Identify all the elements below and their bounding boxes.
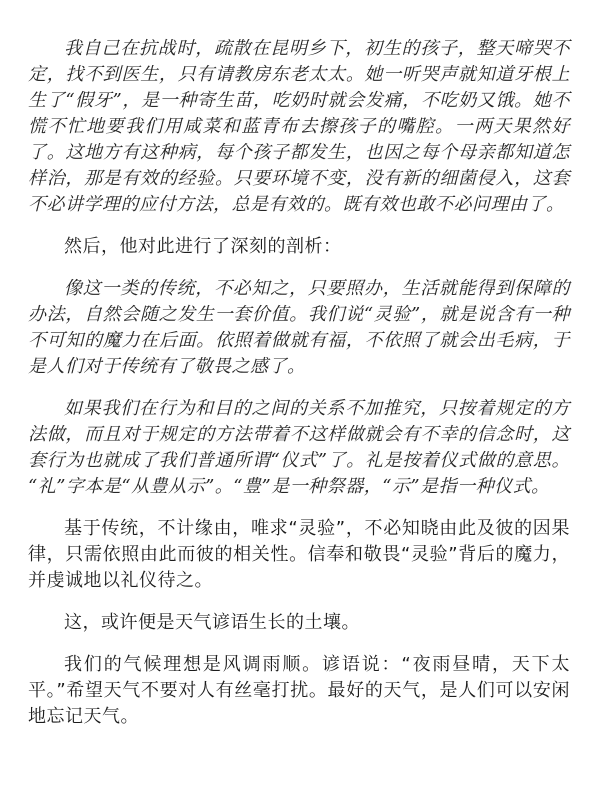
paragraph-quote-ritual-li: 如果我们在行为和目的之间的关系不加推究，只按着规定的方法做，而且对于规定的方法带着不这样做就会有不幸的信念时，这套行为也就成了我们普通所谓“仪式”了。礼是按着仪式做的意思。“礼”字本是“从豊从示”。“豊”是一种祭器，“示”是指一种仪式。 [28,398,570,497]
paragraph-narration-soil-of-proverbs: 这，或许便是天气谚语生长的土壤。 [64,612,360,633]
paragraph-quote-childhood-remedy: 我自己在抗战时，疏散在昆明乡下，初生的孩子，整天啼哭不定，找不到医生，只有请教房东老太太。她一听哭声就知道牙根上生了“假牙”，是一种寄生苗，吃奶时就会发痛，不吃奶又饿。她不慌不忙地要我们用咸菜和蓝青布去擦孩子的嘴腔。一两天果然好了。这地方有这种病，每个孩子都发生，也因之每个母亲都知道怎样治，那是有效的经验。只要环境不变，没有新的细菌侵入，这套不必讲学理的应付方法，总是有效的。既有效也敢不必问理由了。 [28,38,570,215]
paragraph-narration-intro: 然后，他对此进行了深刻的剖析： [64,236,342,257]
paragraph-quote-tradition-value: 像这一类的传统，不必知之，只要照办，生活就能得到保障的办法，自然会随之发生一套价值。我们说“灵验”，就是说含有一种不可知的魔力在后面。依照着做就有福，不依照了就会出毛病，于是人们对于传统有了敬畏之感了。 [28,278,570,377]
paragraph-narration-weather-ideal: 我们的气候理想是风调雨顺。谚语说：“夜雨昼晴，天下太平。”希望天气不要对人有丝毫打扰。最好的天气，是人们可以安闲地忘记天气。 [28,654,570,727]
paragraph-narration-lingyan: 基于传统，不计缘由，唯求“灵验”，不必知晓由此及彼的因果律，只需依照由此而彼的相关性。信奉和敬畏“灵验”背后的魔力，并虔诚地以礼仪待之。 [28,518,570,591]
